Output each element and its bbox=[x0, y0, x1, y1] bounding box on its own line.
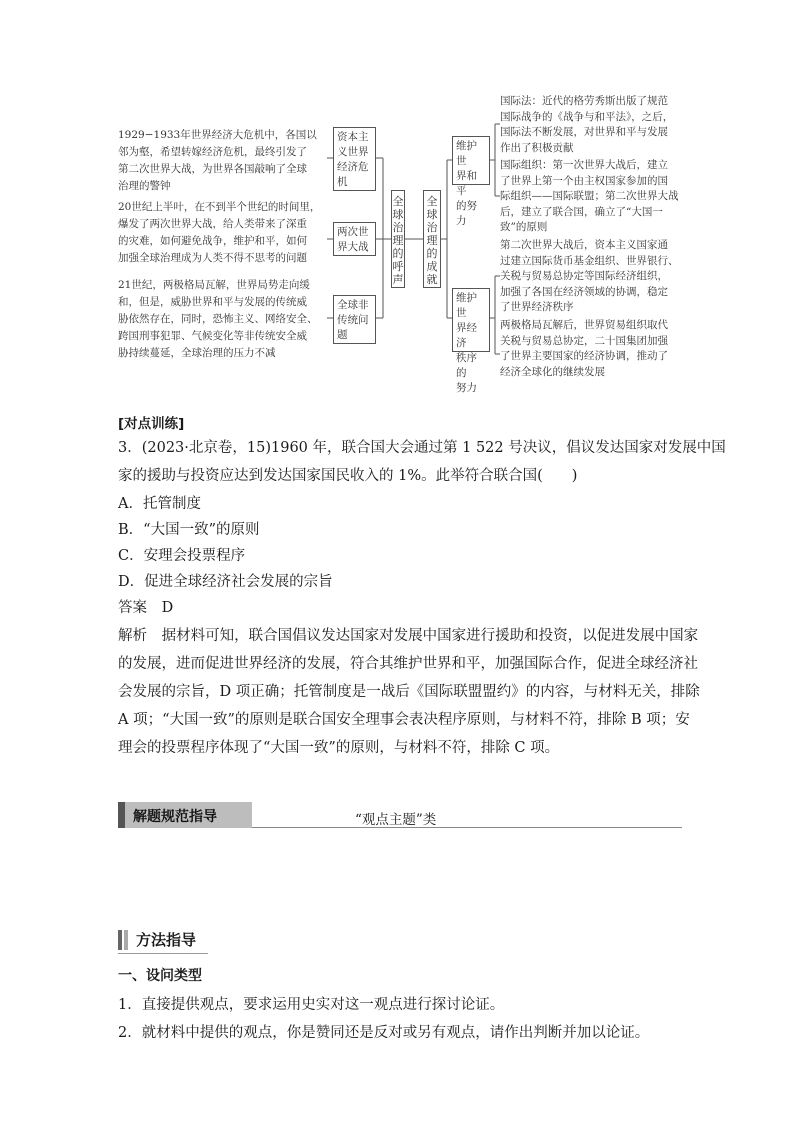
section-banner bbox=[118, 802, 252, 828]
mindmap-left-text-2: 20世纪上半叶，在不到半个世纪的时间里， 爆发了两次世界大战，给人类带来了深重 的灾难，如何避免战争，维护和平，如何 加强全球治理成为人类不得不思考的问题 bbox=[118, 201, 321, 264]
cause-box-economic-crisis: 资本主 义世界 经济危 机 bbox=[333, 127, 376, 191]
vertical-char: 成 bbox=[426, 259, 438, 273]
banner-subtitle: “观点主题”类 bbox=[355, 812, 437, 828]
exercise-heading: [对点训练] bbox=[118, 416, 185, 432]
mindmap-left-text-1: 1929−1933年世界经济大危机中，各国以 邻为壑，希望转嫁经济危机，最终引发了 第二次世界大战，为世界各国敲响了全球 治理的警钟 bbox=[118, 129, 317, 192]
method-item-1: 1．直接提供观点，要求运用史实对这一观点进行探讨论证。 bbox=[118, 997, 505, 1013]
vertical-char: 治 bbox=[392, 220, 404, 234]
vertical-char: 球 bbox=[392, 207, 404, 221]
option-c: C．安理会投票程序 bbox=[118, 548, 246, 564]
branch-box-peace: 维护世 界和平 的努力 bbox=[452, 136, 490, 185]
mindmap-right-text-3: 第二次世界大战后，资本主义国家通 过建立国际货币基金组织、世界银行、 关税与贸易总协定等国际经济组织， 加强了各国在经济领域的协调，稳定 了世界经济秩序 bbox=[500, 239, 679, 313]
mindmap-right-text-2: 国际组织：第一次世界大战后，建立 了世界上第一个由主权国家参加的国 际组织——国际联盟；第二次世界大战 后，建立了联合国，确立了“大国一 致”的原则 bbox=[500, 159, 679, 233]
analysis-line-3: 会发展的宗旨，D 项正确；托管制度是一战后《国际联盟盟约》的内容，与材料无关，排除 bbox=[118, 684, 700, 700]
analysis-label: 解析 bbox=[118, 628, 147, 644]
vertical-char: 声 bbox=[392, 272, 404, 286]
vertical-char: 的 bbox=[392, 246, 404, 260]
vertical-char: 全 bbox=[426, 194, 438, 208]
answer-value: D bbox=[161, 600, 174, 616]
banner-divider bbox=[252, 827, 682, 828]
method-title: 方法指导 bbox=[136, 931, 197, 949]
answer-label: 答案 bbox=[118, 600, 147, 616]
vertical-char: 就 bbox=[426, 272, 438, 286]
method-item-2: 2．就材料中提供的观点，你是赞同还是反对或另有观点，请作出判断并加以论证。 bbox=[118, 1025, 650, 1041]
cause-box-non-traditional: 全球非 传统问 题 bbox=[333, 295, 376, 344]
analysis-line-1 bbox=[118, 624, 698, 645]
question-line-2: 家的援助与投资应达到发达国家国民收入的 1%。此举符合联合国( ) bbox=[118, 468, 578, 484]
vertical-char: 球 bbox=[426, 207, 438, 221]
mindmap-right-text-4: 两极格局瓦解后，世界贸易组织取代 关税与贸易总协定，二十国集团加强 了世界主要国家的经济协调，推动了 经济全球化的继续发展 bbox=[500, 319, 668, 378]
mindmap-right-text-1: 国际法：近代的格劳秀斯出版了规范 国际战争的《战争与和平法》，之后， 国际法不断发展，对世界和平与发展 作出了积极贡献 bbox=[500, 95, 674, 154]
analysis-line-4: A 项；“大国一致”的原则是联合国安全理事会表决程序原则，与材料不符，排除 B 项；安 bbox=[118, 712, 690, 728]
vertical-char: 全 bbox=[392, 194, 404, 208]
cause-box-world-wars: 两次世 界大战 bbox=[333, 222, 376, 256]
subheading: 一、设问类型 bbox=[118, 968, 202, 984]
option-a: A．托管制度 bbox=[118, 496, 201, 512]
method-bar-icon bbox=[118, 930, 122, 950]
vertical-char: 理 bbox=[426, 233, 438, 247]
center-box-governance-call bbox=[391, 190, 405, 288]
method-divider bbox=[118, 953, 208, 954]
vertical-char: 治 bbox=[426, 220, 438, 234]
center-box-governance-achievement bbox=[423, 190, 441, 288]
vertical-char: 理 bbox=[392, 233, 404, 247]
method-bar-icon-light bbox=[124, 930, 128, 950]
analysis-text-1: 据材料可知，联合国倡议发达国家对发展中国家进行援助和投资，以促进发展中国家 bbox=[161, 628, 699, 644]
branch-box-economy: 维护世 界经济 秩序的 努力 bbox=[452, 288, 490, 352]
vertical-char: 的 bbox=[426, 246, 438, 260]
mindmap-left-text-3: 21世纪，两极格局瓦解，世界局势走向缓 和，但是，威胁世界和平与发展的传统威 胁依然存在，同时，恐怖主义、网络安全、 跨国刑事犯罪、气候变化等非传统安全威 胁持续蔓延，全球治理的压力不减 bbox=[118, 279, 318, 359]
analysis-line-2: 的发展，进而促进世界经济的发展，符合其维护世界和平，加强国际合作，促进全球经济社 bbox=[118, 656, 698, 672]
option-d: D．促进全球经济社会发展的宗旨 bbox=[118, 574, 333, 590]
question-line-1: 3．(2023·北京卷，15)1960 年，联合国大会通过第 1 522 号决议，倡议发达国家对发展中国 bbox=[118, 440, 726, 456]
center-right-label bbox=[424, 195, 440, 286]
analysis-line-5: 理会的投票程序体现了“大国一致”的原则，与材料不符，排除 C 项。 bbox=[118, 740, 560, 756]
banner-label: 解题规范指导 bbox=[133, 809, 217, 825]
center-left-label bbox=[392, 195, 404, 286]
answer-line bbox=[118, 596, 173, 617]
option-b: B．“大国一致”的原则 bbox=[118, 522, 260, 538]
vertical-char: 呼 bbox=[392, 259, 404, 273]
